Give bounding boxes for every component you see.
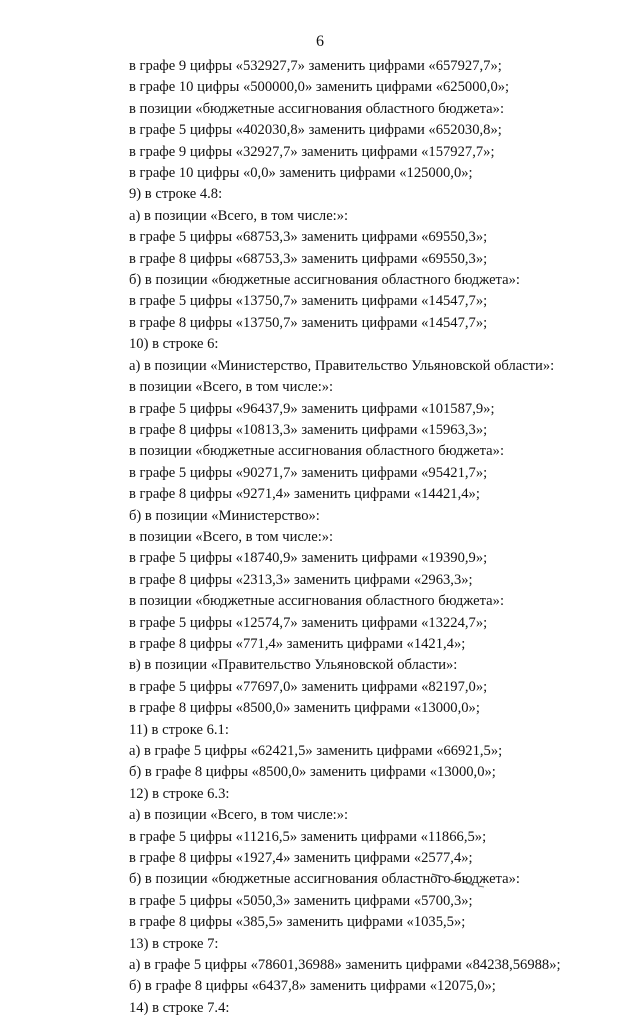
doc-line: б) в позиции «бюджетные ассигнования областного бюджета»: — [129, 871, 520, 888]
document-body — [129, 56, 600, 1019]
doc-line: в графе 10 цифры «500000,0» заменить цифрами «625000,0»; — [129, 79, 510, 96]
doc-line: в графе 8 цифры «68753,3» заменить цифрами «69550,3»; — [129, 250, 488, 267]
doc-line: в графе 10 цифры «0,0» заменить цифрами «125000,0»; — [129, 165, 473, 182]
doc-line: б) в графе 8 цифры «8500,0» заменить цифрами «13000,0»; — [129, 764, 496, 781]
doc-line: в графе 8 цифры «8500,0» заменить цифрами «13000,0»; — [129, 700, 480, 717]
page-number: 6 — [316, 33, 324, 50]
doc-line: а) в позиции «Министерство, Правительство Ульяновской области»: — [129, 357, 555, 374]
doc-line: 14) в строке 7.4: — [129, 999, 230, 1016]
doc-line: в позиции «бюджетные ассигнования областного бюджета»: — [129, 593, 504, 610]
doc-line: в графе 8 цифры «1927,4» заменить цифрами «2577,4»; — [129, 850, 473, 867]
doc-line: а) в позиции «Всего, в том числе:»: — [129, 807, 349, 824]
doc-line: 12) в строке 6.3: — [129, 785, 230, 802]
doc-line: в позиции «бюджетные ассигнования областного бюджета»: — [129, 443, 504, 460]
doc-line: в графе 5 цифры «12574,7» заменить цифрами «13224,7»; — [129, 614, 488, 631]
doc-line: в графе 5 цифры «77697,0» заменить цифрами «82197,0»; — [129, 678, 488, 695]
doc-line: в графе 8 цифры «385,5» заменить цифрами «1035,5»; — [129, 914, 466, 931]
doc-line: 13) в строке 7: — [129, 935, 219, 952]
doc-line: в позиции «Всего, в том числе:»: — [129, 379, 334, 396]
doc-line: в позиции «Всего, в том числе:»: — [129, 528, 334, 545]
doc-line: в графе 5 цифры «11216,5» заменить цифрами «11866,5»; — [129, 828, 487, 845]
doc-line: в графе 5 цифры «68753,3» заменить цифрами «69550,3»; — [129, 229, 488, 246]
doc-line: в графе 5 цифры «13750,7» заменить цифрами «14547,7»; — [129, 293, 488, 310]
doc-line: в позиции «бюджетные ассигнования областного бюджета»: — [129, 100, 504, 117]
doc-line: в) в позиции «Правительство Ульяновской области»: — [129, 657, 458, 674]
doc-line: в графе 8 цифры «9271,4» заменить цифрами «14421,4»; — [129, 486, 480, 503]
doc-line: в графе 5 цифры «18740,9» заменить цифрами «19390,9»; — [129, 550, 488, 567]
doc-line: а) в графе 5 цифры «78601,36988» заменить цифрами «84238,56988»; — [129, 957, 561, 974]
doc-line: 11) в строке 6.1: — [129, 721, 229, 738]
doc-line: в графе 5 цифры «96437,9» заменить цифрами «101587,9»; — [129, 400, 495, 417]
doc-line: 9) в строке 4.8: — [129, 186, 223, 203]
scan-mark-icon — [430, 868, 490, 892]
doc-line: а) в графе 5 цифры «62421,5» заменить цифрами «66921,5»; — [129, 743, 503, 759]
doc-line: в графе 8 цифры «10813,3» заменить цифрами «15963,3»; — [129, 421, 488, 438]
doc-line: а) в позиции «Всего, в том числе:»: — [129, 207, 349, 224]
doc-line: в графе 9 цифры «32927,7» заменить цифрами «157927,7»; — [129, 143, 495, 160]
doc-line: б) в графе 8 цифры «6437,8» заменить цифрами «12075,0»; — [129, 978, 496, 995]
doc-line: в графе 5 цифры «90271,7» заменить цифрами «95421,7»; — [129, 464, 488, 481]
doc-line: в графе 5 цифры «5050,3» заменить цифрами «5700,3»; — [129, 892, 473, 909]
doc-line: б) в позиции «бюджетные ассигнования областного бюджета»: — [129, 272, 520, 289]
doc-line: в графе 8 цифры «2313,3» заменить цифрами «2963,3»; — [129, 571, 473, 588]
doc-line: в графе 8 цифры «13750,7» заменить цифрами «14547,7»; — [129, 314, 488, 331]
doc-line: в графе 5 цифры «402030,8» заменить цифрами «652030,8»; — [129, 122, 502, 139]
doc-line: в графе 8 цифры «771,4» заменить цифрами «1421,4»; — [129, 635, 466, 652]
doc-line: в графе 9 цифры «532927,7» заменить цифрами «657927,7»; — [129, 58, 502, 74]
doc-line: 10) в строке 6: — [129, 336, 219, 353]
doc-line: б) в позиции «Министерство»: — [129, 507, 320, 524]
